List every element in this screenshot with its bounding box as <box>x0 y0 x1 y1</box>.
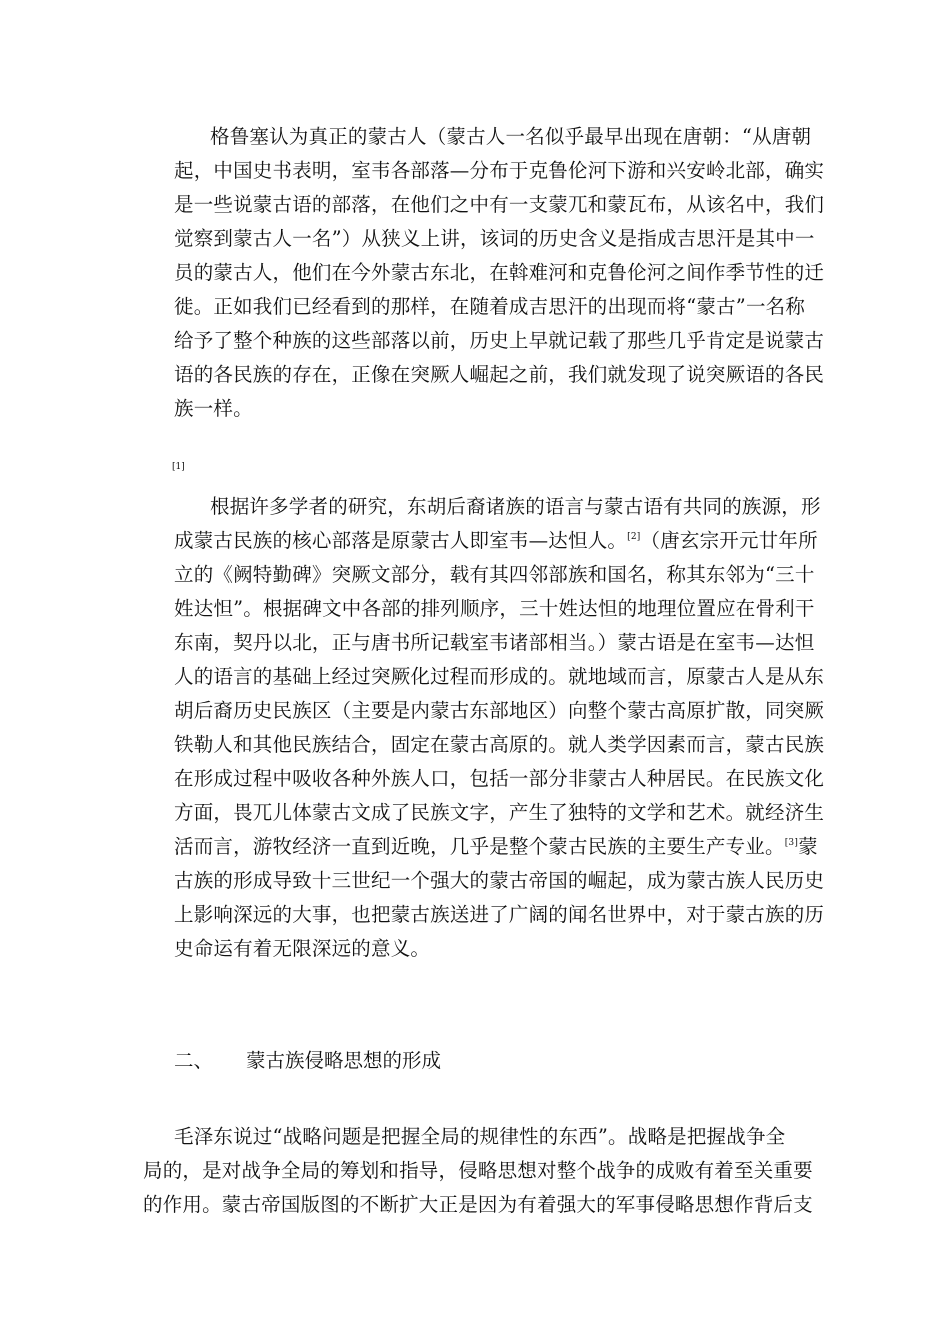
paragraph1-line: 给予了整个种族的这些部落以前，历史上早就记载了那些几乎肯定是说蒙古 <box>174 329 825 352</box>
paragraph2-text: 成蒙古民族的核心部落是原蒙古人即室韦—达怛人。 <box>174 529 628 552</box>
paragraph1-line: 语的各民族的存在，正像在突厥人崛起之前，我们就发现了说突厥语的各民 <box>174 363 825 386</box>
footnote-marker: [1] <box>172 462 185 472</box>
paragraph1-line: 徙。正如我们已经看到的那样，在随着成吉思汗的出现而将“蒙古”一名称 <box>174 295 806 318</box>
paragraph2-line <box>174 528 818 558</box>
paragraph3-line: 毛泽东说过“战略问题是把握全局的规律性的东西”。战略是把握战争全 <box>174 1125 786 1148</box>
paragraph1-line: 员的蒙古人，他们在今外蒙古东北，在斡难河和克鲁伦河之间作季节性的迁 <box>174 261 825 284</box>
paragraph2-text: 蒙 <box>798 835 818 858</box>
paragraph2-line: 史命运有着无限深远的意义。 <box>174 937 431 960</box>
section-heading <box>174 1048 441 1074</box>
paragraph1-line: 起，中国史书表明，室韦各部落—分布于克鲁伦河下游和兴安岭北部，确实 <box>174 159 825 182</box>
footnote-ref: [3] <box>784 838 799 848</box>
footnote-ref: [2] <box>627 532 641 542</box>
paragraph2-line: 上影响深远的大事，也把蒙古族送进了广阔的闻名世界中，对于蒙古族的历 <box>174 903 825 926</box>
paragraph3-line: 的作用。蒙古帝国版图的不断扩大正是因为有着强大的军事侵略思想作背后支 <box>143 1193 813 1216</box>
paragraph3-line: 局的，是对战争全局的筹划和指导，侵略思想对整个战争的成败有着至关重要 <box>143 1159 813 1182</box>
paragraph2-line: 铁勒人和其他民族结合，固定在蒙古高原的。就人类学因素而言，蒙古民族 <box>174 733 825 756</box>
paragraph1-line: 觉察到蒙古人一名”）从狭义上讲，该词的历史含义是指成吉思汗是其中一 <box>174 227 815 250</box>
paragraph2-line: 古族的形成导致十三世纪一个强大的蒙古帝国的崛起，成为蒙古族人民历史 <box>174 869 825 892</box>
section-title: 蒙古族侵略思想的形成 <box>246 1049 442 1072</box>
paragraph2-text: 活而言，游牧经济一直到近晚，几乎是整个蒙古民族的主要生产专业。 <box>174 835 785 858</box>
paragraph1-line: 是一些说蒙古语的部落，在他们之中有一支蒙兀和蒙瓦布，从该名中，我们 <box>174 193 825 216</box>
paragraph2-text: （唐玄宗开元廿年所 <box>640 529 818 552</box>
paragraph2-line: 立的《阙特勤碑》突厥文部分，载有其四邻部族和国名，称其东邻为“三十 <box>174 563 815 586</box>
paragraph2-line: 人的语言的基础上经过突厥化过程而形成的。就地域而言，原蒙古人是从东 <box>174 665 825 688</box>
paragraph2-line: 东南，契丹以北，正与唐书所记载室韦诸部相当。）蒙古语是在室韦—达怛 <box>174 631 815 654</box>
paragraph1-line: 格鲁塞认为真正的蒙古人（蒙古人一名似乎最早出现在唐朝：“从唐朝 <box>210 125 812 148</box>
paragraph2-line: 胡后裔历史民族区（主要是内蒙古东部地区）向整个蒙古高原扩散，同突厥 <box>174 699 825 722</box>
paragraph2-line: 姓达怛”。根据碑文中各部的排列顺序，三十姓达怛的地理位置应在骨利干 <box>174 597 815 620</box>
paragraph2-line: 在形成过程中吸收各种外族人口，包括一部分非蒙古人种居民。在民族文化 <box>174 767 825 790</box>
paragraph2-line <box>174 834 818 864</box>
paragraph2-line: 根据许多学者的研究，东胡后裔诸族的语言与蒙古语有共同的族源，形 <box>210 495 821 518</box>
paragraph1-line: 族一样。 <box>174 397 253 420</box>
section-number: 二、 <box>174 1049 214 1072</box>
paragraph2-line: 方面，畏兀儿体蒙古文成了民族文字，产生了独特的文学和艺术。就经济生 <box>174 801 825 824</box>
